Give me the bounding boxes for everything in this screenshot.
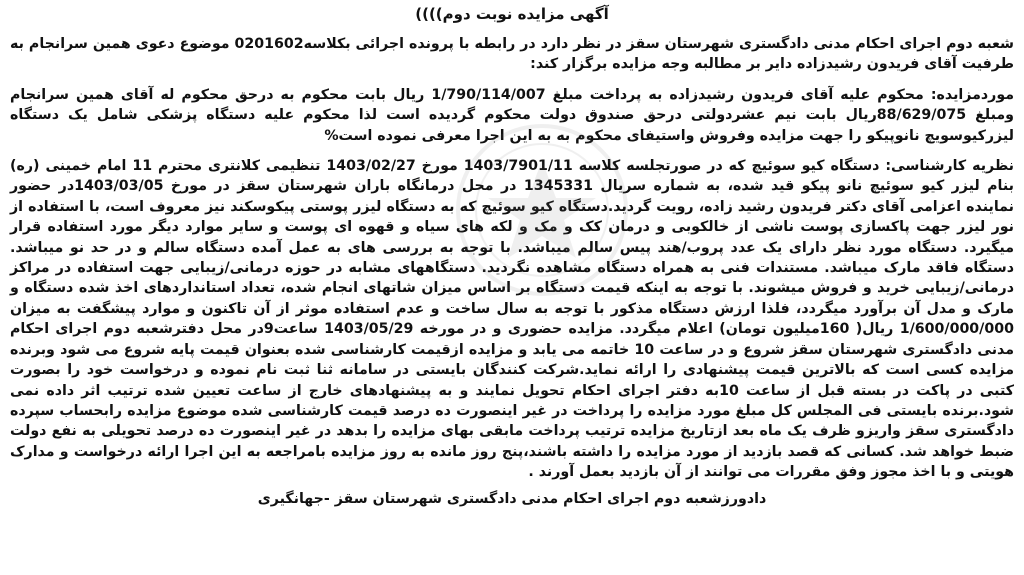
expert-opinion-paragraph <box>10 156 1014 483</box>
intro-paragraph: شعبه دوم اجرای احکام مدنی دادگستری شهرستان سقز در نظر دارد در رابطه با پرونده اجرائی بکلاسه0201602 موضوع دعوی همین سرانجام به طرفیت آقای فریدون رشیدزاده دایر بر مطالبه وجه مزایده برگزار کند: <box>10 36 1014 73</box>
signature-line: دادورزشعبه دوم اجرای احکام مدنی دادگستری شهرستان سقز -جهانگیری <box>257 490 767 507</box>
expert-opinion-text: دستگاه کیو سوئیچ که در صورتجلسه کلاسه 1403/7901/11 مورخ 1403/02/27 تنظیمی کلانتری محترم 11 امام خمینی (ره) بنام لیزر کیو سوئیچ نانو پیکو قید شده، به شماره سریال 1345331 در محل درمانگاه باران شهرستان سقز در مورخ 1403/03/05در حضور نماینده اعزامی آقای دکتر فریدون رشید زاده، رویت گردید.دستگاه کیو سوئیچ که به دستگاه لیزر پوستی پیکوسکند نیز معروف است، با استفاده از نور لیزر جهت پاکسازی پوست ناشی از خالکوبی و درمان کک و مک و لکه های سیاه و قهوه ای پوست و سایر موارد دیگر مورد استفاده قرار میگیرد. دستگاه مورد نظر دارای یک عدد پروب/هند پیس سالم میباشد. با توجه به بررسی های به عمل آمده دستگاه سالم و در حد نو میباشد. دستگاه فاقد مارک میباشد. مستندات فنی به همراه دستگاه مشاهده نگردید. دستگاههای مشابه در حوزه درمانی/زیبایی جهت استفاده در مراکز درمانی/زیبایی خرید و فروش میشوند. با توجه به اینکه قیمت دستگاه بر اساس میزان شاتهای انجام شده، تعداد استانداردهای اخذ شده دستگاه و مارک و مدل آن برآورد میگردد، فلذا ارزش دستگاه مذکور با توجه به سال ساخت و عدم استفاده موثر از آن تاکنون و موارد پیشگفت به میزان 1/600/000/000 ریال( 160میلیون تومان) اعلام میگردد. مزایده حضوری و در مورخه 1403/05/29 ساعت9در محل دفترشعبه دوم اجرای احکام مدنی دادگستری شهرستان سقز شروع و در ساعت 10 خاتمه می یابد و مزایده ازقیمت کارشناسی شده بعنوان قیمت پایه شروع می شود وبرنده مزایده کسی است که بالاترین قیمت پیشنهادی را ارائه نماید.شرکت کنندگان بایستی در سامانه ثنا ثبت نام نموده و درخواست خود را بصورت کتبی در پاکت در بسته قبل از ساعت 10به دفتر اجرای احکام تحویل نمایند و به پیشنهادهای خارج از ساعت تعیین شده ترتیب اثر داده نمی شود.برنده بایستی فی المجلس کل مبلغ مورد مزایده را پرداخت در غیر اینصورت ده درصد قیمت کارشناسی شده موضوع مزایده رابحساب سپرده دادگستری سقز واریزو ظرف یک ماه بعد ازتاریخ مزایده ترتیب پرداخت مابقی بهای مزایده را بدهد در غیر اینصورت ده درصد تحویلی به نفع دولت ضبط خواهد شد. کسانی که قصد بازدید از مورد مزایده را داشته باشند،پنج روز مانده به روز مزایده بامراجعه به این اجرا ارائه درخواست و مدارک هویتی و با اخذ مجوز وفق مقررات می توانند از آن بازدید بعمل آورند . <box>10 158 1015 481</box>
expert-opinion-label: نظریه کارشناسی: <box>885 158 1014 175</box>
notice-title: آگهی مزایده نوبت دوم)))) <box>415 5 609 23</box>
auction-subject-paragraph: موردمزایده: محکوم علیه آقای فریدون رشیدزاده به پرداخت مبلغ 1/790/114/007 ریال بابت محکوم به درحق محکوم له آقای همین سرانجام ومبلغ 88/629/075ریال بابت نیم عشردولتی درحق صندوق دولت محکوم گردیده است لذا محکوم علیه دستگاه پزشکی شامل یک دستگاه لیزرکیوسویچ نانوپیکو را جهت مزایده وفروش واستیفای محکوم به به این اجرا معرفی نموده است% <box>10 86 1014 144</box>
